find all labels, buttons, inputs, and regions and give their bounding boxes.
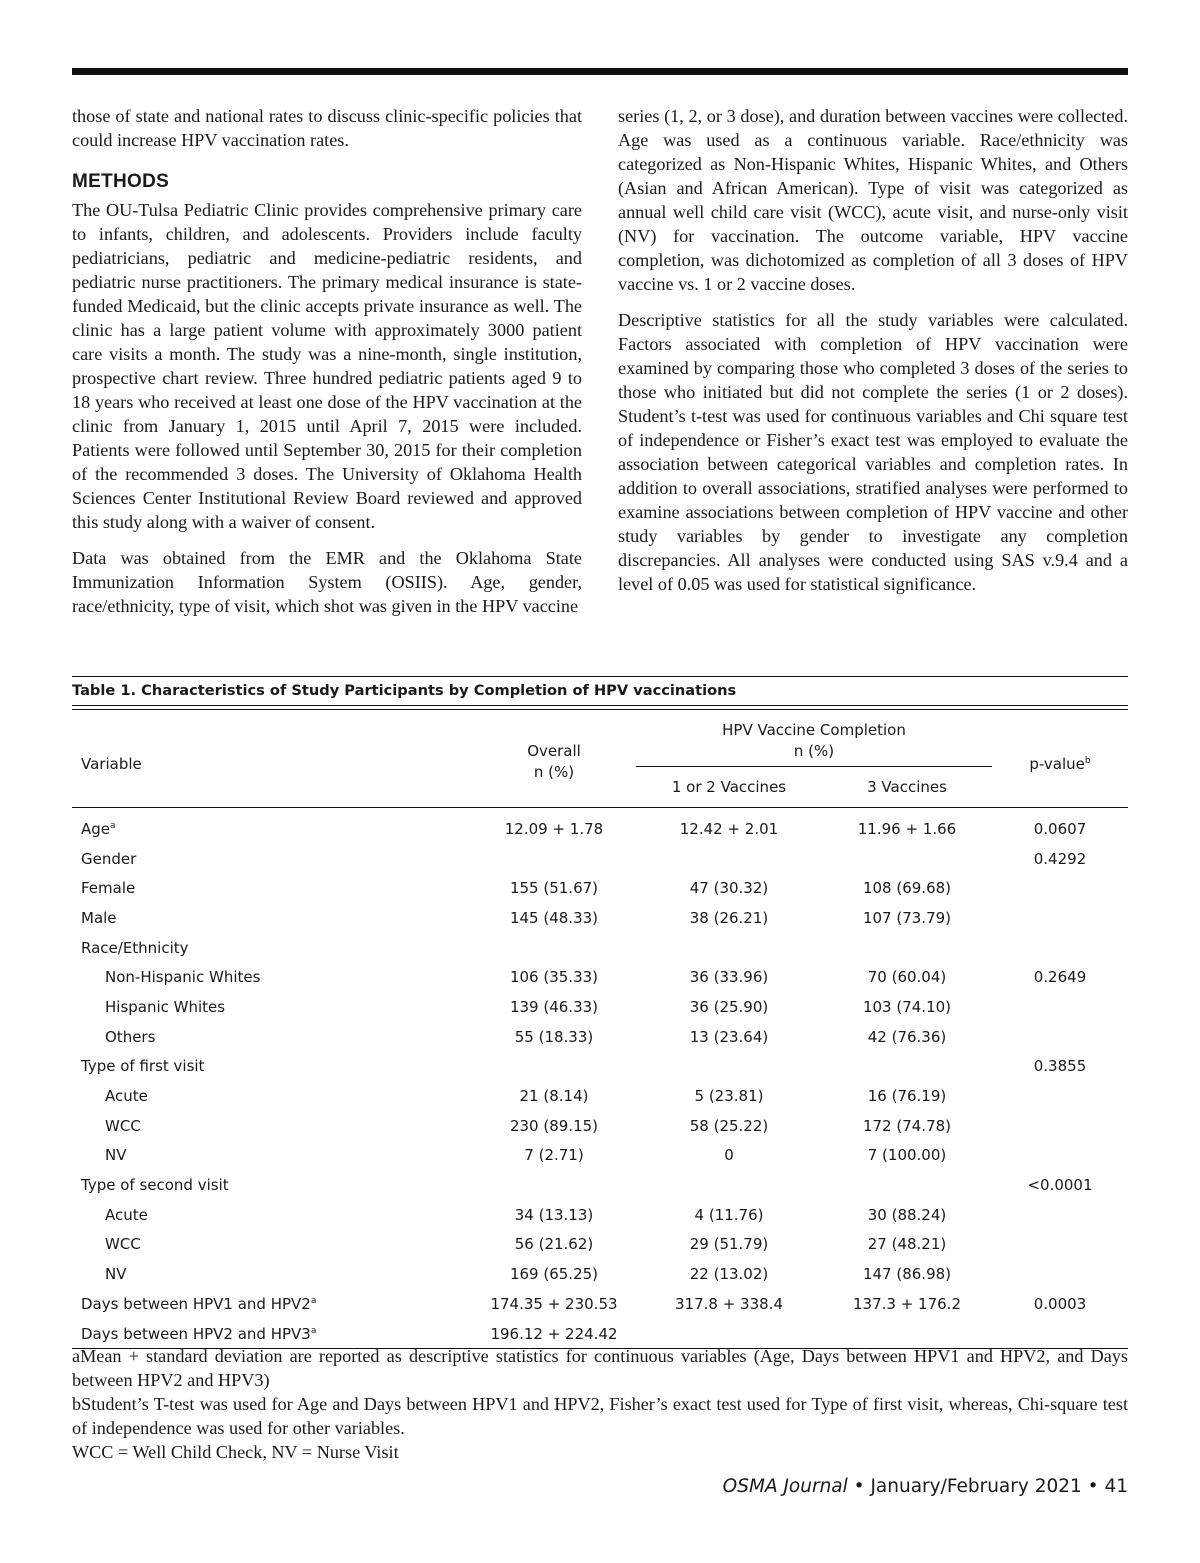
cell-3-vaccines: 137.3 + 176.2 [853, 1294, 961, 1313]
table-caption: Table 1. Characteristics of Study Participants by Completion of HPV vaccinations [72, 682, 737, 699]
cell-1-2-vaccines [636, 1052, 822, 1082]
cell-1-2-vaccines: 36 (25.90) [689, 997, 769, 1016]
variable-label: Gender [81, 849, 137, 868]
cell-overall: 230 (89.15) [509, 1116, 599, 1135]
cell-1-2-vaccines: 5 (23.81) [694, 1087, 764, 1106]
cell-pvalue [992, 1111, 1128, 1141]
cell-variable [72, 1170, 472, 1200]
variable-label: Non-Hispanic Whites [105, 968, 261, 987]
header-completion-group [636, 710, 992, 767]
header-col-1-2-vaccines: 1 or 2 Vaccines [636, 767, 822, 808]
variable-label: WCC [105, 1235, 141, 1254]
footnote-abbreviations: WCC = Well Child Check, NV = Nurse Visit [72, 1442, 399, 1462]
header-completion-label: HPV Vaccine Completion [722, 721, 906, 739]
cell-pvalue: 0.3855 [1033, 1057, 1087, 1076]
cell-variable [72, 1022, 472, 1052]
cell-variable [72, 1289, 472, 1319]
cell-3-vaccines: 107 (73.79) [862, 908, 952, 927]
table-body [72, 810, 1128, 1348]
cell-3-vaccines: 30 (88.24) [867, 1205, 947, 1224]
cell-variable [72, 1111, 472, 1141]
table-row [72, 1259, 1128, 1289]
methods-paragraph-4: Descriptive statistics for all the study variables were calculated. Factors associated with completion of HPV vaccination were examined by comparing those who completed 3 doses of the series to those who initiated but did not complete the series (1 or 2 doses). Student’s t-test was used for continuous variables and Chi square test of independence or Fisher’s exact test was employed to evaluate the association between categorical variables and completion rates. In addition to overall associations, stratified analyses were performed to examine associations between completion of HPV vaccine and other study variables by gender to investigate any completion discrepancies. All analyses were conducted using SAS v.9.4 and a level of 0.05 was used for statistical significance. [618, 310, 1128, 594]
cell-overall: 139 (46.33) [509, 997, 599, 1016]
methods-paragraph-3: series (1, 2, or 3 dose), and duration between vaccines were collected. Age was used as a continuous variable. Race/ethnicity was categorized as Non-Hispanic Whites, Hispanic Whites, and Others (Asian and African American). Type of visit was categorized as annual well child care visit (WCC), acute visit, and nurse-only visit (NV) for vaccination. The outcome variable, HPV vaccine completion, was dichotomized as completion of all 3 doses of HPV vaccine vs. 1 or 2 vaccine doses. [618, 106, 1128, 294]
cell-variable [72, 903, 472, 933]
cell-variable [72, 1200, 472, 1230]
variable-label: Others [105, 1027, 156, 1046]
variable-label: Acute [105, 1205, 148, 1224]
cell-overall [472, 1052, 636, 1082]
variable-label: Days between HPV1 and HPV2 [81, 1294, 311, 1313]
cell-1-2-vaccines [636, 844, 822, 874]
header-overall [472, 710, 636, 808]
variable-label: Days between HPV2 and HPV3 [81, 1324, 311, 1343]
cell-3-vaccines: 172 (74.78) [862, 1116, 952, 1135]
cell-variable [72, 1081, 472, 1111]
cell-pvalue [992, 1230, 1128, 1260]
cell-3-vaccines [822, 1170, 992, 1200]
table-row [72, 962, 1128, 992]
page-footer [723, 1476, 1128, 1497]
cell-overall: 7 (2.71) [524, 1146, 584, 1165]
cell-3-vaccines [822, 933, 992, 963]
cell-variable [72, 933, 472, 963]
footnote-b: bStudent’s T-test was used for Age and Days between HPV1 and HPV2, Fisher’s exact test used for Type of first visit, whereas, Chi-square test of independence was used for other variables. [72, 1394, 1128, 1438]
cell-overall: 106 (35.33) [509, 968, 599, 987]
cell-overall: 55 (18.33) [514, 1027, 594, 1046]
header-overall-label: Overall [527, 741, 581, 760]
table-row [72, 933, 1128, 963]
cell-variable [72, 1141, 472, 1171]
issue-and-page: • January/February 2021 • 41 [847, 1476, 1128, 1497]
table-row [72, 1170, 1128, 1200]
table-footnotes [72, 1344, 1128, 1464]
cell-overall: 145 (48.33) [509, 908, 599, 927]
cell-pvalue [992, 992, 1128, 1022]
variable-label: Race/Ethnicity [81, 938, 189, 957]
variable-label: Type of first visit [81, 1057, 205, 1076]
cell-3-vaccines: 7 (100.00) [867, 1146, 947, 1165]
cell-3-vaccines: 103 (74.10) [862, 997, 952, 1016]
cell-1-2-vaccines: 4 (11.76) [694, 1205, 764, 1224]
cell-1-2-vaccines: 13 (23.64) [689, 1027, 769, 1046]
table-row [72, 1289, 1128, 1319]
journal-name: OSMA Journal [722, 1476, 848, 1497]
header-overall-unit: n (%) [533, 762, 575, 781]
variable-label: NV [105, 1146, 127, 1165]
cell-pvalue: 0.0003 [1033, 1294, 1087, 1313]
left-column [72, 104, 582, 630]
methods-paragraph-1: The OU-Tulsa Pediatric Clinic provides comprehensive primary care to infants, children, and adolescents. Providers include faculty pediatricians, pediatric and medicine-pediatric residents, and pediatric nurse practitioners. The primary medical insurance is state-funded Medicaid, but the clinic accepts private insurance as well. The clinic has a large patient volume with approximately 3000 patient care visits a month. The study was a nine-month, single institution, prospective chart review. Three hundred pediatric patients aged 9 to 18 years who received at least one dose of the HPV vaccination at the clinic from January 1, 2015 until April 7, 2015 were included. Patients were followed until September 30, 2015 for their completion of the recommended 3 doses. The University of Oklahoma Health Sciences Center Institutional Review Board reviewed and approved this study along with a waiver of consent. [72, 200, 582, 532]
methods-heading: METHODS [72, 171, 170, 192]
table-row [72, 873, 1128, 903]
cell-overall: 169 (65.25) [509, 1265, 599, 1284]
cell-1-2-vaccines: 29 (51.79) [689, 1235, 769, 1254]
variable-label: Male [81, 908, 117, 927]
cell-3-vaccines: 70 (60.04) [867, 968, 947, 987]
cell-pvalue [992, 903, 1128, 933]
methods-paragraph-2: Data was obtained from the EMR and the Oklahoma State Immunization Information System (OSIIS). Age, gender, race/ethnicity, type of visit, which shot was given in the HPV vaccine [72, 548, 582, 616]
variable-label: Female [81, 879, 136, 898]
header-pvalue-sup: b [1084, 755, 1091, 766]
cell-pvalue [992, 1081, 1128, 1111]
table-row [72, 1111, 1128, 1141]
cell-1-2-vaccines: 0 [724, 1146, 734, 1165]
cell-pvalue [992, 1141, 1128, 1171]
header-pvalue-label: p-value [1029, 754, 1085, 773]
variable-label: Acute [105, 1087, 148, 1106]
variable-label: NV [105, 1265, 127, 1284]
cell-1-2-vaccines: 47 (30.32) [689, 879, 769, 898]
cell-3-vaccines [822, 844, 992, 874]
cell-1-2-vaccines: 36 (33.96) [689, 968, 769, 987]
cell-1-2-vaccines: 317.8 + 338.4 [675, 1294, 783, 1313]
cell-1-2-vaccines: 12.42 + 2.01 [679, 819, 779, 838]
cell-overall: 155 (51.67) [509, 879, 599, 898]
cell-overall [472, 1170, 636, 1200]
cell-pvalue: 0.4292 [1033, 849, 1087, 868]
header-col-3-vaccines: 3 Vaccines [822, 767, 992, 808]
cell-variable [72, 844, 472, 874]
cell-1-2-vaccines [636, 933, 822, 963]
cell-1-2-vaccines: 58 (25.22) [689, 1116, 769, 1135]
variable-label: Age [81, 819, 111, 838]
variable-label: WCC [105, 1116, 141, 1135]
cell-overall [472, 933, 636, 963]
cell-overall: 196.12 + 224.42 [490, 1324, 618, 1343]
cell-pvalue: 0.2649 [1033, 968, 1087, 987]
table-row [72, 844, 1128, 874]
header-variable: Variable [81, 754, 142, 773]
cell-pvalue: 0.0607 [1033, 819, 1087, 838]
cell-pvalue [992, 1200, 1128, 1230]
table-1 [72, 676, 1128, 1349]
cell-pvalue [992, 873, 1128, 903]
intro-paragraph: those of state and national rates to discuss clinic-specific policies that could increase HPV vaccination rates. [72, 106, 582, 150]
cell-3-vaccines: 11.96 + 1.66 [857, 819, 957, 838]
cell-variable [72, 1259, 472, 1289]
cell-variable [72, 810, 472, 844]
cell-pvalue [992, 933, 1128, 963]
cell-3-vaccines: 147 (86.98) [862, 1265, 952, 1284]
variable-footnote-marker: a [310, 1325, 317, 1336]
cell-variable [72, 1230, 472, 1260]
cell-variable [72, 873, 472, 903]
cell-3-vaccines: 16 (76.19) [867, 1087, 947, 1106]
cell-1-2-vaccines [636, 1170, 822, 1200]
table-row [72, 992, 1128, 1022]
cell-1-2-vaccines: 22 (13.02) [689, 1265, 769, 1284]
cell-3-vaccines: 27 (48.21) [867, 1235, 947, 1254]
variable-footnote-marker: a [310, 1295, 317, 1306]
cell-overall [472, 844, 636, 874]
cell-overall: 34 (13.13) [514, 1205, 594, 1224]
cell-3-vaccines: 108 (69.68) [862, 879, 952, 898]
cell-variable [72, 962, 472, 992]
cell-pvalue [992, 1259, 1128, 1289]
cell-pvalue: <0.0001 [1027, 1176, 1093, 1195]
cell-pvalue [992, 1022, 1128, 1052]
data-table [72, 710, 1128, 1348]
cell-3-vaccines [822, 1052, 992, 1082]
header-pvalue [992, 710, 1128, 808]
table-row [72, 1081, 1128, 1111]
table-row [72, 1052, 1128, 1082]
cell-overall: 21 (8.14) [519, 1087, 589, 1106]
cell-variable [72, 992, 472, 1022]
variable-footnote-marker: a [110, 820, 116, 831]
top-rule [72, 68, 1128, 75]
variable-label: Type of second visit [81, 1176, 229, 1195]
cell-overall: 12.09 + 1.78 [504, 819, 604, 838]
table-row [72, 1200, 1128, 1230]
cell-variable [72, 1052, 472, 1082]
cell-overall: 56 (21.62) [514, 1235, 594, 1254]
table-row [72, 903, 1128, 933]
header-completion-unit: n (%) [793, 742, 835, 760]
table-row [72, 810, 1128, 844]
right-column [618, 104, 1128, 608]
table-row [72, 1230, 1128, 1260]
variable-label: Hispanic Whites [105, 997, 226, 1016]
cell-3-vaccines: 42 (76.36) [867, 1027, 947, 1046]
table-row [72, 1141, 1128, 1171]
cell-1-2-vaccines: 38 (26.21) [689, 908, 769, 927]
footnote-a: aMean + standard deviation are reported as descriptive statistics for continuous variables (Age, Days between HPV1 and HPV2, and Days between HPV2 and HPV3) [72, 1346, 1128, 1390]
table-row [72, 1022, 1128, 1052]
cell-overall: 174.35 + 230.53 [490, 1294, 618, 1313]
